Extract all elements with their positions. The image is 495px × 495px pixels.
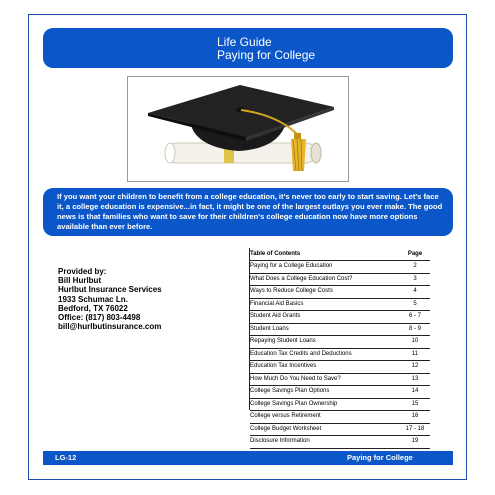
provider-company: Hurlbut Insurance Services bbox=[58, 285, 162, 295]
toc-item-page: 12 bbox=[411, 363, 419, 369]
toc-title: Table of Contents bbox=[250, 251, 301, 257]
toc-item-page: 16 bbox=[411, 413, 419, 419]
toc-item-label: Paying for a College Education bbox=[250, 263, 333, 269]
toc-item-label: What Does a College Education Cost? bbox=[250, 275, 353, 282]
toc-item-label: College Budget Worksheet bbox=[250, 425, 322, 432]
toc-item-page: 5 bbox=[413, 300, 417, 307]
provider-address-line1: 1933 Schumac Ln. bbox=[58, 294, 128, 304]
header-banner bbox=[43, 28, 453, 68]
toc-item-page: 14 bbox=[411, 388, 419, 394]
toc-row bbox=[250, 261, 430, 274]
toc-item-label: Financial Aid Basics bbox=[250, 300, 304, 307]
toc-item-label: Education Tax Credits and Deductions bbox=[250, 350, 352, 357]
provider-name: Bill Hurlbut bbox=[58, 276, 102, 286]
intro-banner bbox=[43, 188, 453, 236]
header-title-line2: Paying for College bbox=[217, 48, 316, 62]
hero-image bbox=[127, 76, 349, 182]
footer-code: LG-12 bbox=[55, 453, 77, 462]
toc-item-label: College Savings Plan Ownership bbox=[250, 400, 338, 407]
footer-title: Paying for College bbox=[347, 453, 413, 462]
toc-item-page: 10 bbox=[411, 338, 419, 344]
toc-row bbox=[250, 349, 430, 362]
toc-item-label: College versus Retirement bbox=[250, 413, 321, 419]
provider-email: bill@hurlbutinsurance.com bbox=[58, 322, 162, 332]
table-of-contents bbox=[250, 248, 430, 449]
toc-item-label: How Much Do You Need to Save? bbox=[250, 375, 341, 382]
provider-office-phone: Office: (817) 803-4498 bbox=[58, 313, 141, 323]
toc-row bbox=[250, 286, 430, 299]
toc-item-page: 13 bbox=[411, 375, 419, 382]
toc-item-label: Student Loans bbox=[250, 325, 289, 332]
toc-item-label: College Savings Plan Options bbox=[250, 388, 330, 394]
toc-item-page: 15 bbox=[411, 400, 419, 407]
toc-row bbox=[250, 374, 430, 387]
graduation-cap-icon bbox=[128, 77, 350, 183]
toc-item-label: Ways to Reduce College Costs bbox=[250, 288, 333, 294]
toc-row bbox=[250, 436, 430, 449]
toc-row bbox=[250, 336, 430, 349]
intro-text: If you want your children to benefit from a college education, it's never too early to start saving. Let's face it, a college education is expensive...in fact, it might be one of the largest outlays you ever make. The good news is that families who want to save for their children's college education now have more options available than ever before. bbox=[57, 192, 443, 231]
toc-row bbox=[250, 386, 430, 399]
toc-row bbox=[250, 361, 430, 374]
toc-item-label: Education Tax Incentives bbox=[250, 363, 317, 369]
toc-item-page: 8 - 9 bbox=[408, 325, 421, 332]
toc-header bbox=[250, 248, 430, 261]
toc-item-label: Repaying Student Loans bbox=[250, 338, 316, 344]
toc-item-page: 2 bbox=[413, 263, 417, 269]
header-title-line1: Life Guide bbox=[217, 35, 272, 49]
toc-row bbox=[250, 424, 430, 437]
toc-row bbox=[250, 274, 430, 287]
toc-page-header: Page bbox=[407, 251, 423, 257]
toc-item-page: 17 - 18 bbox=[405, 425, 425, 432]
toc-item-page: 4 bbox=[413, 288, 417, 294]
provider-block bbox=[58, 267, 238, 331]
toc-row bbox=[250, 399, 430, 412]
toc-item-page: 19 bbox=[411, 438, 419, 444]
toc-item-label: Student Aid Grants bbox=[250, 313, 301, 319]
toc-item-page: 3 bbox=[413, 275, 417, 282]
toc-item-label: Disclosure Information bbox=[250, 438, 310, 444]
toc-row bbox=[250, 311, 430, 324]
toc-item-page: 11 bbox=[411, 350, 419, 357]
toc-item-page: 6 - 7 bbox=[408, 313, 421, 319]
provider-address-line2: Bedford, TX 76022 bbox=[58, 303, 128, 313]
toc-row bbox=[250, 324, 430, 337]
toc-row bbox=[250, 299, 430, 312]
footer-banner bbox=[43, 451, 453, 465]
provider-label: Provided by: bbox=[58, 267, 107, 276]
toc-row bbox=[250, 411, 430, 424]
